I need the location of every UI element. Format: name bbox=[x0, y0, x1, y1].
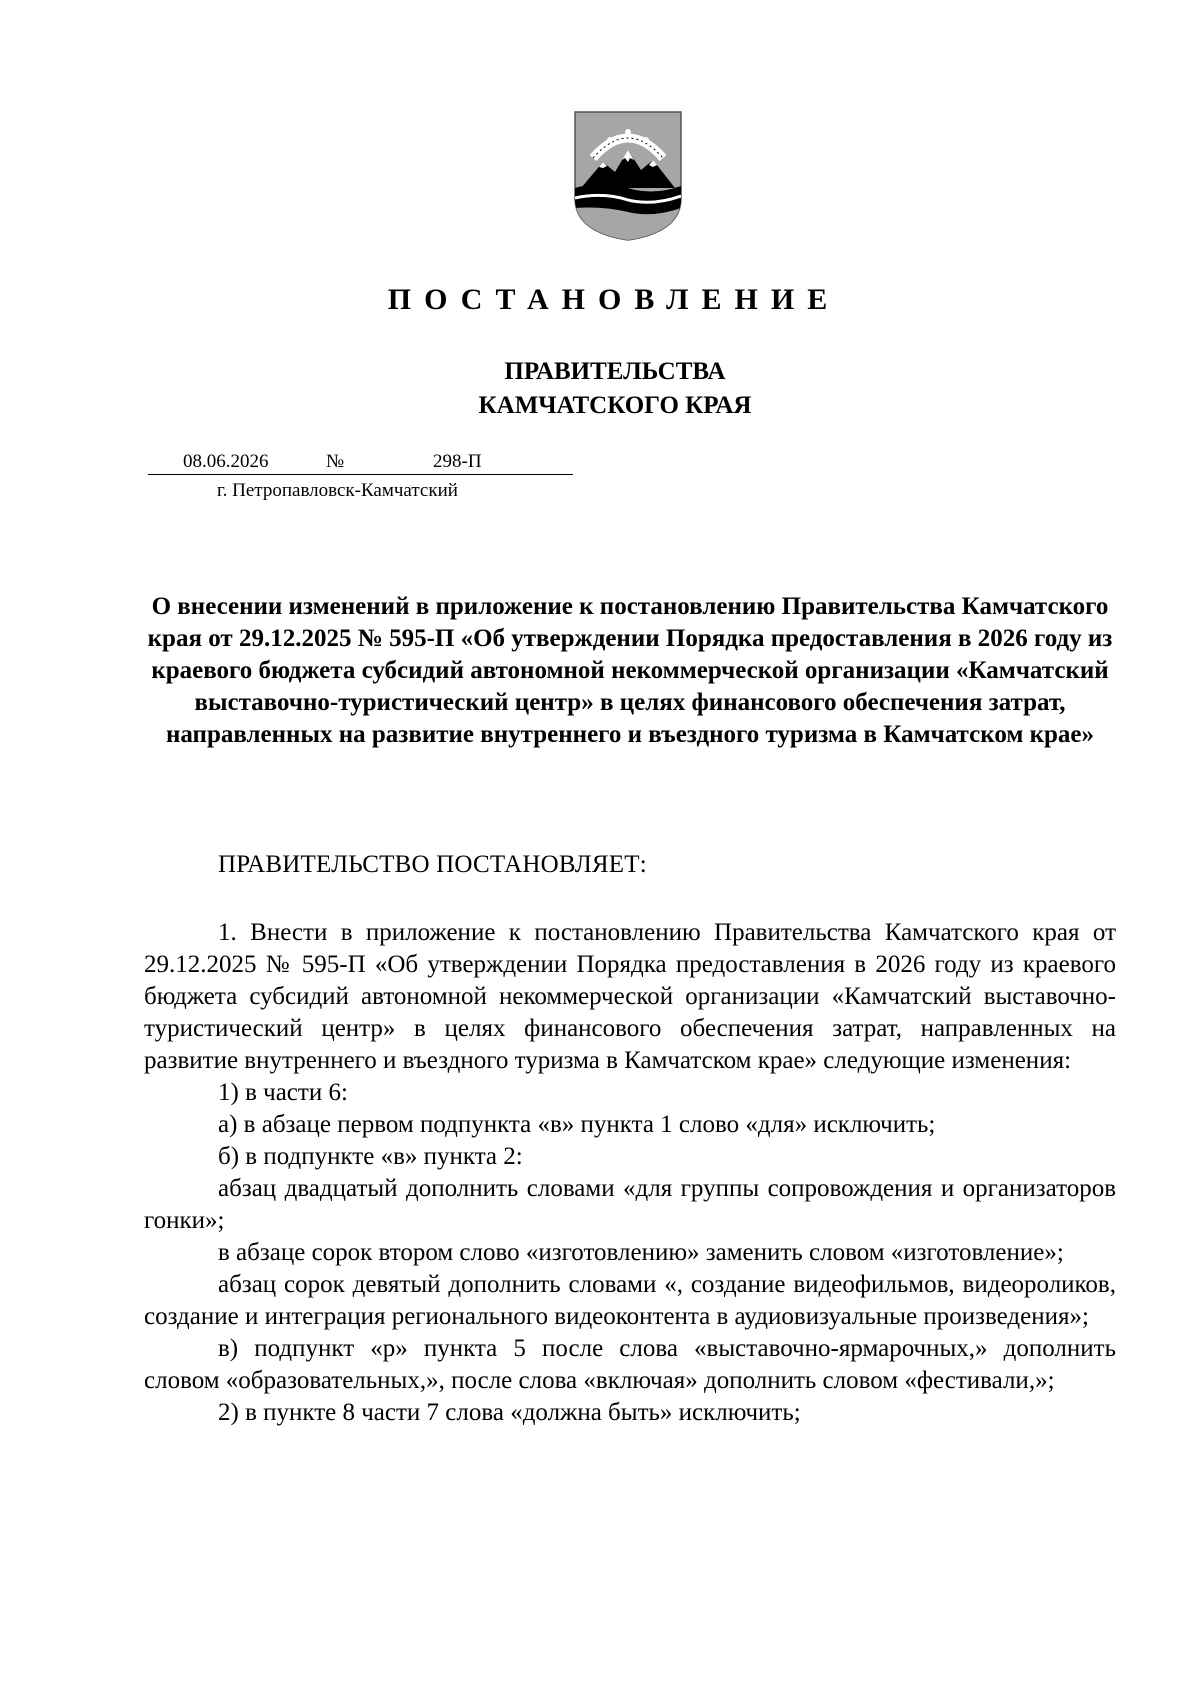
paragraph: 2) в пункте 8 части 7 слова «должна быть» исключить; bbox=[218, 1399, 801, 1426]
registration-line bbox=[148, 449, 573, 475]
document-date: 08.06.2026 bbox=[183, 451, 269, 472]
document-title: О внесении изменений в приложение к постановлению Правительства Камчатского края от 29.12.2025 № 595-П «Об утверждении Порядка предоставления в 2026 году из краевого бюджета субсидий автономной некоммерческой организации «Камчатский выставочно-туристический центр» в целях финансового обеспечения затрат, направленных на развитие внутреннего и въездного туризма в Камчатском крае» bbox=[147, 593, 1113, 748]
paragraph: в абзаце сорок втором слово «изготовлению» заменить словом «изготовление»; bbox=[218, 1239, 1064, 1266]
paragraph: 1) в части 6: bbox=[218, 1079, 348, 1106]
paragraph: б) в подпункте «в» пункта 2: bbox=[218, 1143, 523, 1170]
document-type-heading: ПОСТАНОВЛЕНИЕ bbox=[387, 283, 841, 316]
number-label: № bbox=[326, 451, 345, 472]
authority-line-1: ПРАВИТЕЛЬСТВА bbox=[504, 358, 726, 385]
document-number: 298-П bbox=[433, 451, 482, 472]
authority-line-2: КАМЧАТСКОГО КРАЯ bbox=[478, 392, 752, 419]
document-body bbox=[144, 917, 1116, 1429]
city-of-issue: г. Петропавловск-Камчатский bbox=[217, 480, 458, 501]
paragraph: абзац двадцатый дополнить словами «для группы сопровождения и организаторов гонки»; bbox=[144, 1175, 1116, 1234]
kamchatka-coat-of-arms-icon bbox=[573, 110, 683, 242]
paragraph: абзац сорок девятый дополнить словами «, создание видеофильмов, видеороликов, создание и интеграция регионального видеоконтента в аудиовизуальные произведения»; bbox=[144, 1271, 1116, 1330]
decree-statement: ПРАВИТЕЛЬСТВО ПОСТАНОВЛЯЕТ: bbox=[218, 851, 647, 878]
issuing-authority bbox=[0, 355, 1200, 423]
paragraph: 1. Внести в приложение к постановлению Правительства Камчатского края от 29.12.2025 № 595-П «Об утверждении Порядка предоставления в 2026 году из краевого бюджета субсидий автономной некоммерческой организации «Камчатский выставочно-туристический центр» в целях финансового обеспечения затрат, направленных на развитие внутреннего и въездного туризма в Камчатском крае» следующие изменения: bbox=[144, 919, 1116, 1074]
paragraph: в) подпункт «р» пункта 5 после слова «выставочно-ярмарочных,» дополнить словом «образовательных,», после слова «включая» дополнить словом «фестивали,»; bbox=[144, 1335, 1116, 1394]
paragraph: а) в абзаце первом подпункта «в» пункта 1 слово «для» исключить; bbox=[218, 1111, 936, 1138]
